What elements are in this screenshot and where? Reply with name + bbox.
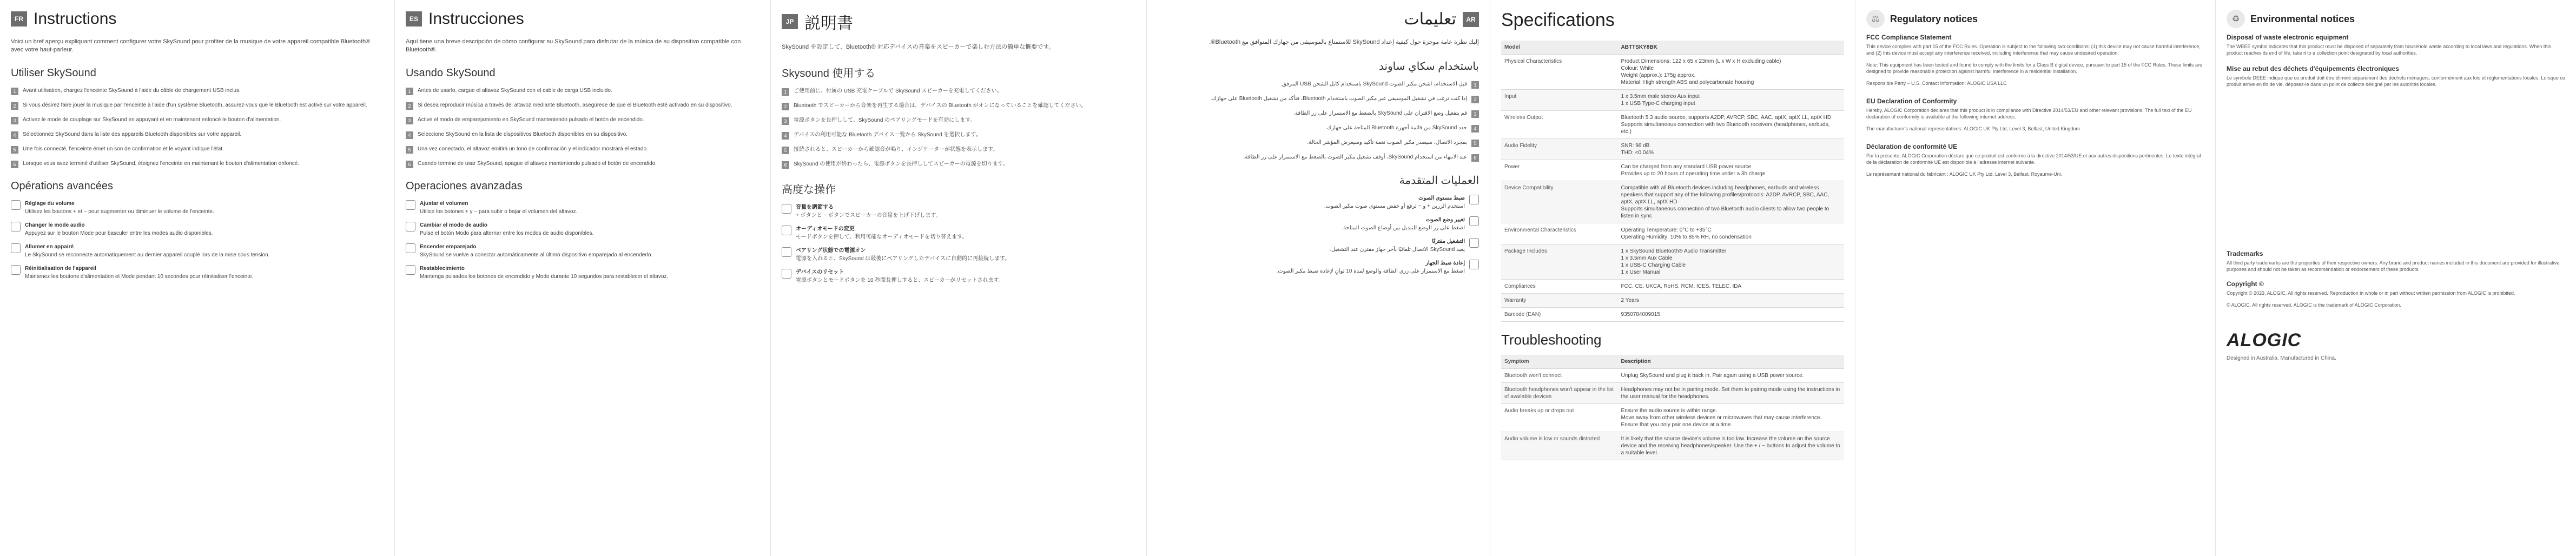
eu-title: EU Declaration of Conformity: [1866, 97, 1957, 105]
table-row: [1501, 90, 1844, 111]
japanese-header: [782, 10, 1135, 34]
french-column: [0, 0, 395, 556]
language-badge-jp: JP: [782, 14, 798, 29]
table-key: Device Compatibility: [1501, 181, 1618, 223]
table-key: Wireless Output: [1501, 111, 1618, 139]
fcc-text-3: Responsible Party – U.S. Contact Information: ALOGIC USA LLC: [1866, 81, 2007, 86]
japanese-advanced-title: 高度な操作: [782, 184, 836, 196]
volume-icon: [11, 200, 21, 210]
regulatory-title: Regulatory notices: [1890, 13, 1978, 24]
french-step-1: 1 Avant utilisation, chargez l'enceinte SkySound à l'aide du câble de chargement USB inclus.: [11, 87, 384, 95]
table-row: [1501, 55, 1844, 90]
table-value: Can be charged from any standard USB power source Provides up to 20 hours of operating time under a 3h charge: [1618, 160, 1844, 181]
arabic-advanced-4: إعادة ضبط الجهاز اضغط مع الاستمرار على زري الطاقة والوضع لمدة 10 ثوانٍ لإعادة ضبط مكبر الصوت.: [1158, 260, 1479, 275]
table-row: [1501, 160, 1844, 181]
table-value: Product Dimensions: 122 x 65 x 23mm (L x W x H excluding cable) Colour: White Weight (approx.): 175g approx. Material: High strength ABS and polycarbonate housing: [1618, 55, 1844, 90]
recycle-icon: ♻: [2227, 10, 2245, 28]
specifications-title: Specifications: [1501, 10, 1615, 30]
table-row: [1501, 139, 1844, 160]
reset-icon: [1469, 260, 1479, 269]
environmental-title: Environmental notices: [2250, 13, 2355, 24]
mode-icon: [782, 226, 791, 235]
table-key: Audio volume is low or sounds distorted: [1501, 432, 1618, 460]
volume-icon: [1469, 195, 1479, 204]
french-step-4: 4 Sélectionnez SkySound dans la liste des appareils Bluetooth disponibles sur votre appareil.: [11, 131, 384, 139]
power-icon: [11, 243, 21, 253]
waste-title: Disposal of waste electronic equipment: [2227, 34, 2349, 41]
spanish-column: [395, 0, 771, 556]
table-row: [1501, 383, 1844, 404]
reset-icon: [782, 269, 791, 279]
table-value: Headphones may not be in pairing mode. Set them to pairing mode using the instructions in the user manual for the headphones.: [1618, 383, 1844, 404]
table-value: 1 x SkySound Bluetooth® Audio Transmitter 1 x 3.5mm Aux Cable 1 x USB-C Charging Cable 1 x User Manual: [1618, 244, 1844, 280]
arabic-step-1: 1 قبل الاستخدام، اشحن مكبر الصوت SkySound باستخدام كابل الشحن USB المرفق.: [1158, 81, 1479, 89]
table-key: Bluetooth won't connect: [1501, 369, 1618, 383]
specifications-body: [1501, 55, 1844, 322]
table-key: Physical Characteristics: [1501, 55, 1618, 90]
japanese-setup-title: Skysound 使用する: [782, 68, 876, 80]
table-key: Compliances: [1501, 280, 1618, 294]
eu-fr-text: Par la présente, ALOGIC Corporation déclare que ce produit est conforme à la directive 2014/53/UE et aux autres dispositions pertinentes. Le texte intégral de la déclaration de conformité UE est disponible à l'adresse internet suivante.: [1866, 153, 2201, 165]
table-row: [1501, 181, 1844, 223]
language-badge-ar: AR: [1463, 12, 1479, 27]
table-row: Model ABTTSKY8BK: [1501, 41, 1844, 55]
table-value: 1 x 3.5mm male stereo Aux input 1 x USB Type-C charging input: [1618, 90, 1844, 111]
table-value: Bluetooth 5.3 audio source, supports A2DP, AVRCP, SBC, AAC, aptX, aptX LL, aptX HD Supports simultaneous connection with two Bluetooth receivers (headphones, earbuds, etc.): [1618, 111, 1844, 139]
arabic-step-4: 4 حدد SkySound من قائمة أجهزة Bluetooth المتاحة على جهازك.: [1158, 124, 1479, 133]
japanese-intro: SkySound を設定して、Bluetooth® 対応デバイスの音楽をスピーカーで楽しむ方法の簡単な概要です。: [782, 44, 1055, 50]
table-value: FCC, CE, UKCA, RoHS, RCM, ICES, TELEC, IDA: [1618, 280, 1844, 294]
table-row: [1501, 294, 1844, 308]
french-step-3: 3 Activez le mode de couplage sur SkySound en appuyant et en maintenant enfoncé le bouton d'alimentation.: [11, 116, 384, 124]
japanese-step-5: 5 接続されると、スピーカーから確認音が鳴り、インジケーターが状態を表示します。: [782, 146, 1135, 154]
japanese-step-3: 3 電源ボタンを長押しして、SkySound のペアリングモードを有効にします。: [782, 117, 1135, 125]
arabic-intro: إليك نظرة عامة موجزة حول كيفية إعداد SkySound للاستمتاع بالموسيقى من جهازك المتوافق مع Bluetooth®.: [1209, 39, 1479, 45]
table-key: Bluetooth headphones won't appear in the list of available devices: [1501, 383, 1618, 404]
language-badge-es: ES: [406, 11, 422, 27]
spanish-intro: Aquí tiene una breve descripción de cómo configurar su SkySound para disfrutar de la música de su dispositivo compatible con Bluetooth®.: [406, 38, 741, 53]
japanese-step-2: 2 Bluetooth でスピーカーから音楽を再生する場合は、デバイスの Bluetooth がオンになっていることを確認してください。: [782, 102, 1135, 110]
spanish-advanced-3: Encender emparejado SkySound se vuelve a conectar automáticamente al último dispositivo emparejado al encenderlo.: [406, 243, 759, 259]
table-row: [1501, 244, 1844, 280]
table-key: Environmental Characteristics: [1501, 223, 1618, 244]
troubleshooting-body: [1501, 369, 1844, 460]
table-value: SNR: 96 dB THD: <0.04%: [1618, 139, 1844, 160]
table-value: Compatible with all Bluetooth devices including headphones, earbuds and wireless speakers that support any of the following profiles/protocols: A2DP, AVRCP, SBC, AAC, aptX, aptX LL, aptX HD Supports simultaneous connection of two Bluetooth audio clients to allow two people to listen in sync: [1618, 181, 1844, 223]
french-setup-title: Utiliser SkySound: [11, 67, 96, 79]
table-value: Operating Temperature: 0°C to +35°C Operating Humidity: 10% to 85% RH, no condensation: [1618, 223, 1844, 244]
japanese-step-1: 1 ご使用前に、付属の USB 充電ケーブルで SkySound スピーカーを充電してください。: [782, 88, 1135, 96]
table-value: Ensure the audio source is within range. Move away from other wireless devices or microwaves that may cause interference. Ensure that you only pair one device at a time.: [1618, 404, 1844, 432]
arabic-setup-title: باستخدام سكاي ساوند: [1378, 61, 1479, 72]
troubleshooting-title: Troubleshooting: [1501, 332, 1602, 348]
language-badge-fr: FR: [11, 11, 27, 27]
japanese-step-6: 6 SkySound の使用が終わったら、電源ボタンを長押ししてスピーカーの電源を切ります。: [782, 161, 1135, 169]
table-value: Unplug SkySound and plug it back in. Pair again using a USB power source.: [1618, 369, 1844, 383]
spanish-step-4: 4 Seleccione SkySound en la lista de dispositivos Bluetooth disponibles en su dispositivo.: [406, 131, 759, 139]
french-advanced-2: Changer le mode audio Appuyez sur le bouton Mode pour basculer entre les modes audio disponibles.: [11, 222, 384, 237]
table-row: [1501, 369, 1844, 383]
power-icon: [406, 243, 415, 253]
waste-fr-title: Mise au rebut des déchets d'équipements électroniques: [2227, 65, 2399, 72]
fcc-text: This device complies with part 15 of the FCC Rules. Operation is subject to the following two conditions: (1) this device may not cause harmful interference, and (2) this device must accept any interference received, including interference that may cause undesired operation.: [1866, 44, 2201, 56]
table-key: Audio Fidelity: [1501, 139, 1618, 160]
fcc-text-2: Note: This equipment has been tested and found to comply with the limits for a Class B digital device, pursuant to part 15 of the FCC Rules. These limits are designed to provide reasonable protection against harmful interference in a residential installation.: [1866, 62, 2202, 74]
french-advanced-3: Allumer en appairé Le SkySound se reconnecte automatiquement au dernier appareil couplé lors de la mise sous tension.: [11, 243, 384, 259]
eu-fr-title: Déclaration de conformité UE: [1866, 143, 1958, 150]
french-advanced-title: Opérations avancées: [11, 180, 114, 192]
japanese-advanced-4: デバイスのリセット 電源ボタンとモードボタンを 10 秒間長押しすると、スピーカーがリセットされます。: [782, 269, 1135, 284]
volume-icon: [406, 200, 415, 210]
spanish-step-1: 1 Antes de usarlo, cargue el altavoz SkySound con el cable de carga USB incluido.: [406, 87, 759, 95]
mode-icon: [1469, 216, 1479, 226]
table-row: [1501, 404, 1844, 432]
offices-text: © ALOGIC. All rights reserved. ALOGIC is the trademark of ALOGIC Corporation.: [2227, 302, 2401, 308]
eu-text-2: The manufacturer's national representatives: ALOGIC UK Pty Ltd, Level 3, Belfast, United Kingdom.: [1866, 126, 2082, 131]
trademarks-text: All third party trademarks are the properties of their respective owners. Any brand and product names included in this document are provided for illustrative purposes and should not be taken as recommendation or endorsement of these products.: [2227, 260, 2560, 272]
arabic-advanced-3: التشغيل مقترنًا يعيد SkySound الاتصال تلقائيًا بآخر جهاز مقترن عند التشغيل.: [1158, 238, 1479, 253]
specifications-column: [1490, 0, 1855, 556]
table-key: Package Includes: [1501, 244, 1618, 280]
table-value: It is likely that the source device's volume is too low. Increase the volume on the source device and the receiving headphones/speaker. Use the + / − buttons to adjust the volume to a suitable level.: [1618, 432, 1844, 460]
spanish-advanced-2: Cambiar el modo de audio Pulse el botón Modo para alternar entre los modos de audio disponibles.: [406, 222, 759, 237]
table-row: [1501, 308, 1844, 322]
environmental-column: [2216, 0, 2576, 556]
japanese-advanced-1: 音量を調節する + ボタンと − ボタンでスピーカーの音量を上げ下げします。: [782, 204, 1135, 219]
japanese-step-4: 4 デバイスの利用可能な Bluetooth デバイス一覧から SkySound を選択します。: [782, 131, 1135, 140]
table-row: [1501, 223, 1844, 244]
tagline: Designed in Australia. Manufactured in China.: [2227, 355, 2336, 361]
volume-icon: [782, 204, 791, 214]
japanese-advanced-2: オーディオモードの変更 モードボタンを押して、利用可能なオーディオモードを切り替えます。: [782, 226, 1135, 241]
spanish-step-2: 2 Si desea reproducir música a través del altavoz mediante Bluetooth, asegúrese de que el Bluetooth esté activado en su dispositivo.: [406, 102, 759, 110]
alogic-logo: ALOGIC: [2227, 330, 2302, 350]
copyright-title: Copyright ©: [2227, 280, 2264, 288]
spanish-step-5: 5 Una vez conectado, el altavoz emitirá un tono de confirmación y el indicador mostrará el estado.: [406, 145, 759, 154]
arabic-step-2: 2 إذا كنت ترغب في تشغيل الموسيقى عبر مكبر الصوت باستخدام Bluetooth، فتأكد من تشغيل Bluetooth على جهازك.: [1158, 95, 1479, 103]
table-value: 9350784009015: [1618, 308, 1844, 322]
table-key: Power: [1501, 160, 1618, 181]
table-row: Symptom Description: [1501, 355, 1844, 369]
french-advanced-1: Réglage du volume Utilisez les boutons + et − pour augmenter ou diminuer le volume de l'enceinte.: [11, 200, 384, 215]
waste-text: The WEEE symbol indicates that this product must be disposed of separately from household waste according to local laws and regulations. When this product reaches its end of life, take it to a collection point designated by local authorities.: [2227, 44, 2551, 56]
japanese-advanced-3: ペアリング状態での電源オン 電源を入れると、SkySound は最後にペアリングしたデバイスに自動的に再接続します。: [782, 247, 1135, 262]
reset-icon: [406, 265, 415, 275]
arabic-step-5: 5 بمجرد الاتصال، سيصدر مكبر الصوت نغمة تأكيد وسيعرض المؤشر الحالة.: [1158, 139, 1479, 147]
french-advanced-4: Réinitialisation de l'appareil Maintenez les boutons d'alimentation et Mode pendant 10 secondes pour réinitialiser l'enceinte.: [11, 265, 384, 280]
table-key: Audio breaks up or drops out: [1501, 404, 1618, 432]
regulatory-icon: ⚖: [1866, 10, 1885, 28]
arabic-column: [1147, 0, 1490, 556]
french-header: [11, 10, 384, 28]
table-key: Barcode (EAN): [1501, 308, 1618, 322]
eu-fr-text-2: Le représentant national du fabricant : ALOGIC UK Pty Ltd, Level 3, Belfast, Royaume-Uni.: [1866, 171, 2063, 177]
japanese-title: 説明書: [804, 15, 853, 32]
copyright-text: Copyright © 2023, ALOGIC. All rights reserved. Reproduction in whole or in part without written permission from ALOGIC is prohibited.: [2227, 290, 2515, 296]
arabic-advanced-2: تغيير وضع الصوت اضغط على زر الوضع للتبديل بين أوضاع الصوت المتاحة.: [1158, 216, 1479, 231]
arabic-advanced-1: ضبط مستوى الصوت استخدم الزرين + و − لرفع أو خفض مستوى صوت مكبر الصوت.: [1158, 195, 1479, 210]
table-row: [1501, 280, 1844, 294]
french-step-6: 6 Lorsque vous avez terminé d'utiliser SkySound, éteignez l'enceinte en maintenant le bouton d'alimentation enfoncé.: [11, 160, 384, 168]
spanish-header: [406, 10, 759, 28]
arabic-step-3: 3 قم بتفعيل وضع الاقتران على SkySound بالضغط مع الاستمرار على زر الطاقة.: [1158, 110, 1479, 118]
spanish-advanced-title: Operaciones avanzadas: [406, 180, 523, 192]
eu-text: Hereby, ALOGIC Corporation declares that this product is in compliance with Directive 2014/53/EU and other relevant provisions. The full text of the EU declaration of conformity is available at the following internet address.: [1866, 108, 2192, 120]
spanish-advanced-4: Restablecimiento Mantenga pulsados los botones de encendido y Modo durante 10 segundos para restablecer el altavoz.: [406, 265, 759, 280]
arabic-step-6: 6 عند الانتهاء من استخدام SkySound، أوقف تشغيل مكبر الصوت بالضغط مع الاستمرار على زر الطاقة.: [1158, 154, 1479, 162]
table-key: Input: [1501, 90, 1618, 111]
spanish-title: Instrucciones: [428, 10, 524, 28]
reset-icon: [11, 265, 21, 275]
table-value: 2 Years: [1618, 294, 1844, 308]
arabic-title: تعليمات: [1404, 10, 1456, 28]
regulatory-column: [1855, 0, 2216, 556]
arabic-advanced-title: العمليات المتقدمة: [1399, 175, 1479, 187]
mode-icon: [11, 222, 21, 231]
japanese-column: [771, 0, 1147, 556]
spanish-step-6: 6 Cuando termine de usar SkySound, apague el altavoz manteniendo pulsado el botón de encendido.: [406, 160, 759, 168]
fcc-title: FCC Compliance Statement: [1866, 34, 1952, 41]
power-icon: [1469, 238, 1479, 248]
table-key: Warranty: [1501, 294, 1618, 308]
specifications-table: [1501, 41, 1844, 322]
spanish-setup-title: Usando SkySound: [406, 67, 496, 79]
arabic-header: [1158, 10, 1479, 29]
french-step-5: 5 Une fois connecté, l'enceinte émet un son de confirmation et le voyant indique l'état.: [11, 145, 384, 154]
mode-icon: [406, 222, 415, 231]
trademarks-title: Trademarks: [2227, 250, 2263, 257]
french-title: Instructions: [34, 10, 117, 28]
spanish-advanced-1: Ajustar el volumen Utilice los botones + y − para subir o bajar el volumen del altavoz.: [406, 200, 759, 215]
spanish-step-3: 3 Active el modo de emparejamiento en SkySound manteniendo pulsado el botón de encendido.: [406, 116, 759, 124]
power-icon: [782, 247, 791, 257]
troubleshooting-table: [1501, 355, 1844, 460]
waste-fr-text: Le symbole DEEE indique que ce produit doit être éliminé séparément des déchets ménagers, conformément aux lois et réglementations locales. Lorsque ce produit arrive en fin de vie, déposez-le dans un point de collecte désigné par les autorités locales.: [2227, 75, 2565, 87]
french-intro: Voici un bref aperçu expliquant comment configurer votre SkySound pour profiter de la musique de votre appareil compatible Bluetooth® avec votre haut-parleur.: [11, 38, 371, 53]
table-row: [1501, 432, 1844, 460]
french-step-2: 2 Si vous désirez faire jouer la musique par l'enceinte à l'aide d'un système Bluetooth, assurez-vous que le Bluetooth est activé sur votre appareil.: [11, 102, 384, 110]
table-row: [1501, 111, 1844, 139]
